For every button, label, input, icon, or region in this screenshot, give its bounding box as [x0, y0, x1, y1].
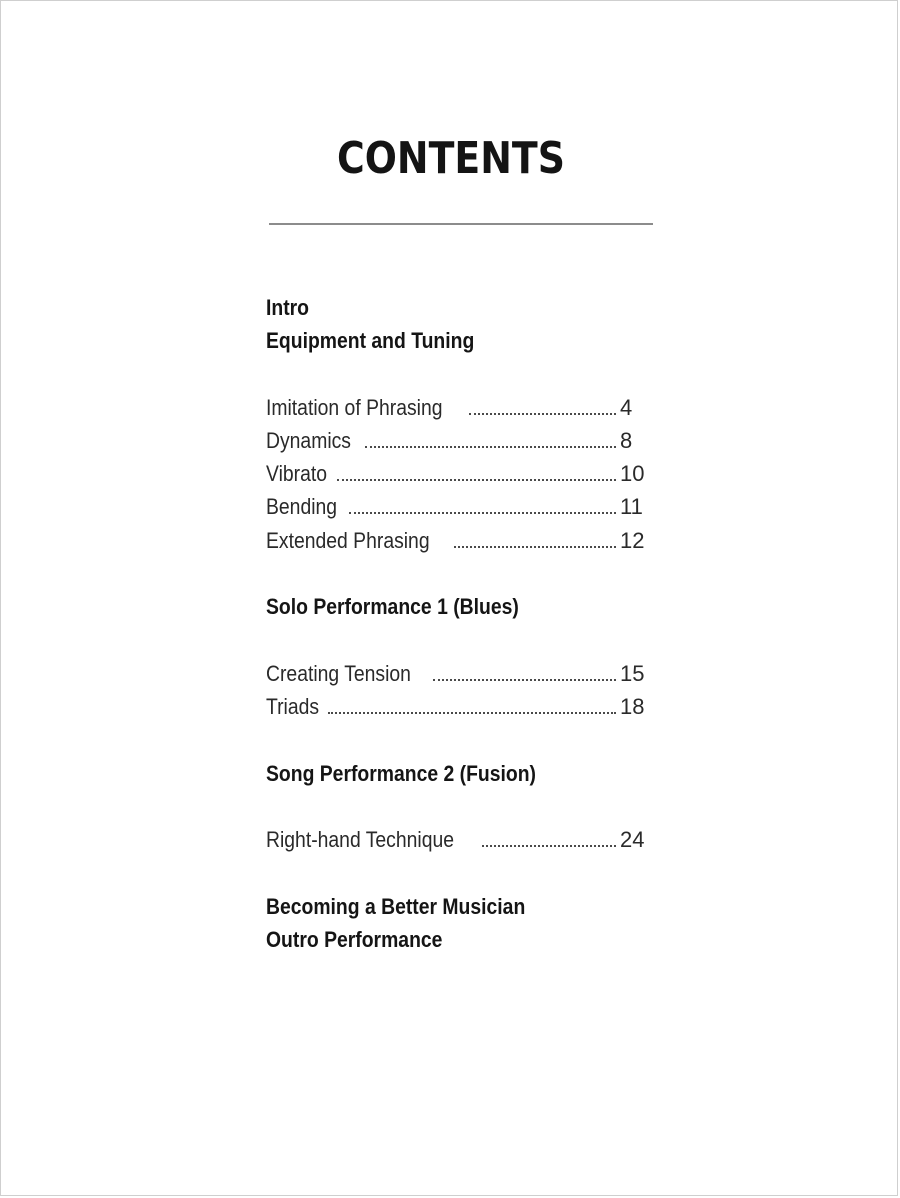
toc-entry[interactable]: [266, 690, 646, 724]
toc-entry-label: Vibrato: [266, 461, 327, 486]
toc-heading-solo-performance[interactable]: Solo Performance 1 (Blues): [266, 594, 519, 619]
page-title: CONTENTS: [336, 133, 566, 184]
toc-heading-outro-performance[interactable]: Outro Performance: [266, 927, 443, 952]
dot-leader: [337, 479, 616, 481]
toc-entry-page: 24: [620, 827, 645, 852]
toc-entry[interactable]: [266, 823, 646, 857]
toc-entry[interactable]: [266, 524, 646, 558]
toc-heading-becoming-a-better-musician[interactable]: Becoming a Better Musician: [266, 894, 526, 919]
toc-entry[interactable]: [266, 457, 646, 491]
dot-leader: [482, 845, 616, 847]
toc-entry-label: Triads: [266, 694, 320, 719]
toc-entry[interactable]: [266, 657, 646, 691]
dot-leader: [469, 413, 616, 415]
toc-entry-label: Imitation of Phrasing: [266, 395, 443, 420]
toc-entry-page: 10: [620, 461, 645, 486]
toc-entry-label: Bending: [266, 494, 338, 519]
toc-entry-page: 11: [620, 494, 643, 519]
dot-leader: [328, 712, 616, 714]
toc-entry-label: Creating Tension: [266, 661, 411, 686]
toc-entry-page: 18: [620, 694, 645, 719]
dot-leader: [454, 546, 616, 548]
toc-heading-song-performance[interactable]: Song Performance 2 (Fusion): [266, 761, 537, 786]
toc-entry-label: Right-hand Technique: [266, 827, 455, 852]
toc-entry-label: Dynamics: [266, 428, 351, 453]
toc-heading-equipment-and-tuning[interactable]: Equipment and Tuning: [266, 328, 475, 353]
dot-leader: [433, 679, 616, 681]
dot-leader: [349, 512, 616, 514]
toc-entry-page: 4: [620, 395, 633, 420]
toc-entry-label: Extended Phrasing: [266, 528, 430, 553]
toc-entry-page: 12: [620, 528, 645, 553]
toc-entry[interactable]: [266, 424, 646, 458]
title-divider: [269, 223, 653, 225]
toc-entry[interactable]: [266, 391, 646, 425]
toc-entry-page: 8: [620, 428, 633, 453]
toc-heading-intro[interactable]: Intro: [266, 295, 310, 320]
dot-leader: [365, 446, 616, 448]
toc-entry[interactable]: [266, 490, 646, 524]
toc-entry-page: 15: [620, 661, 645, 686]
